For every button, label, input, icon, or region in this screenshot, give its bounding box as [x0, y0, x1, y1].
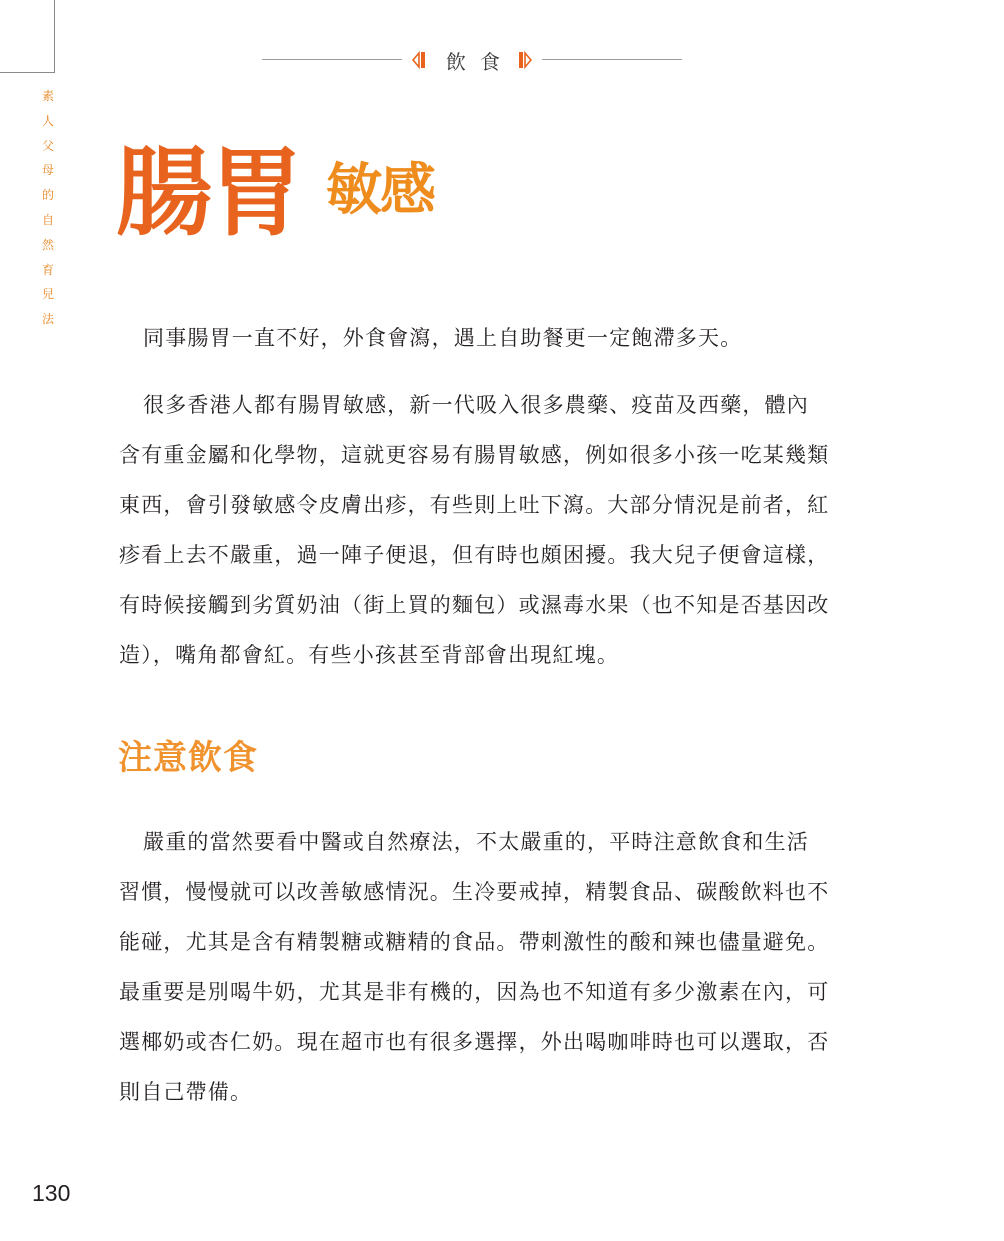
header-rule-right	[542, 59, 682, 60]
left-bracket-icon	[410, 51, 426, 69]
crop-mark-horizontal	[0, 72, 55, 73]
section-subheading: 注意飲食	[118, 738, 258, 778]
header-rule-left	[262, 59, 402, 60]
crop-mark-vertical	[54, 0, 55, 72]
running-header	[262, 46, 682, 74]
book-title-char: 兒	[41, 287, 54, 302]
page-number: 130	[32, 1180, 71, 1206]
right-bracket-icon	[518, 51, 534, 69]
book-title-char: 自	[41, 212, 54, 227]
book-title-char: 母	[41, 163, 54, 178]
book-title-char: 人	[41, 113, 54, 128]
body-paragraph-2: 嚴重的當然要看中醫或自然療法，不太嚴重的，平時注意飲食和生活習慣，慢慢就可以改善敏感情況。生冷要戒掉，精製食品、碳酸飲料也不能碰，尤其是含有精製糖或糖精的食品。帶刺激性的酸和辣也儘量避免。最重要是別喝牛奶，尤其是非有機的，因為也不知道有多少激素在內，可選椰奶或杏仁奶。現在超市也有很多選擇，外出喝咖啡時也可以選取，否則自己帶備。	[119, 830, 830, 1104]
book-title-char: 然	[41, 237, 54, 252]
book-title-char: 素	[41, 89, 54, 103]
book-title-vertical	[38, 84, 58, 332]
book-title-char: 法	[41, 312, 54, 327]
article-title-main: 腸胃	[116, 136, 300, 249]
book-title-char: 的	[41, 188, 54, 203]
book-title-char: 父	[41, 138, 54, 153]
body-paragraph-1: 很多香港人都有腸胃敏感，新一代吸入很多農藥、疫苗及西藥，體內含有重金屬和化學物，這就更容易有腸胃敏感，例如很多小孩一吃某幾類東西，會引發敏感令皮膚出疹，有些則上吐下瀉。大部分情況是前者，紅疹看上去不嚴重，過一陣子便退，但有時也頗困擾。我大兒子便會這樣，有時候接觸到劣質奶油（街上買的麵包）或濕毒水果（也不知是否基因改造），嘴角都會紅。有些小孩甚至背部會出現紅塊。	[119, 393, 830, 667]
header-section-label: 飲食	[446, 50, 514, 74]
article-title-sub: 敏感	[326, 157, 434, 223]
intro-paragraph: 同事腸胃一直不好，外食會瀉，遇上自助餐更一定飽滯多天。	[143, 326, 743, 350]
book-title-char: 育	[41, 262, 54, 277]
